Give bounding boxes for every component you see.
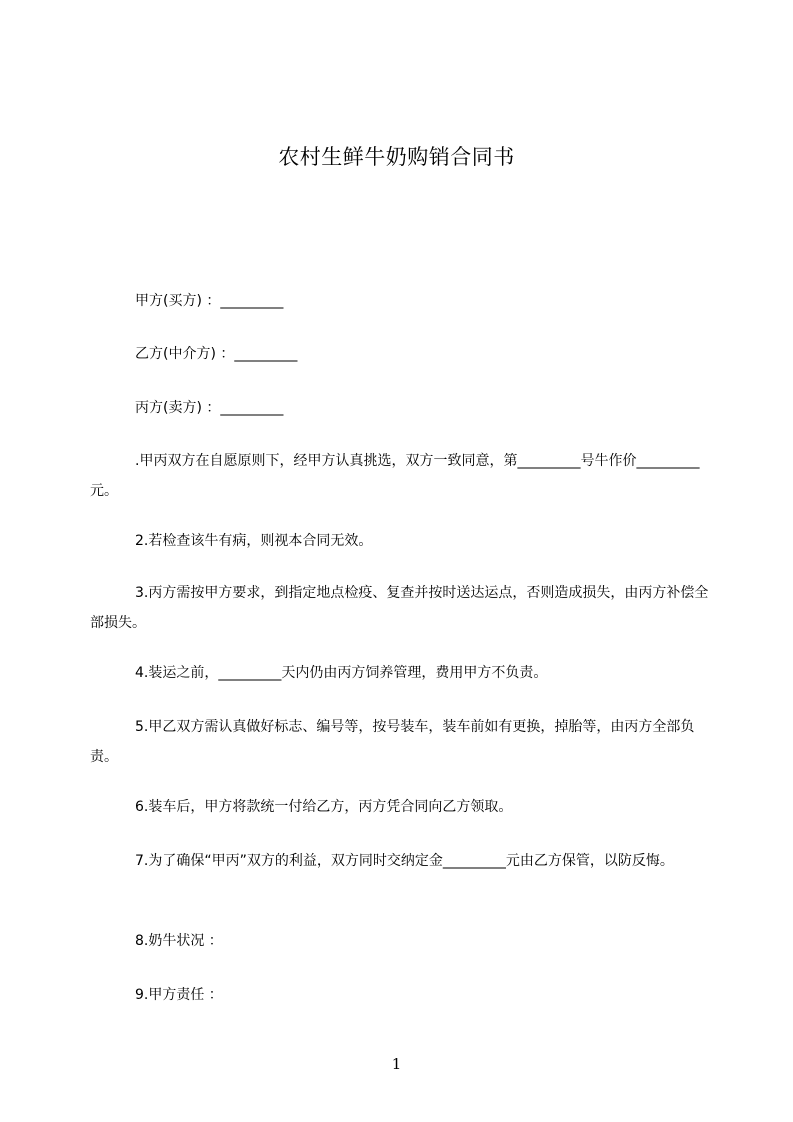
clause-7: 7.为了确保“甲丙”双方的利益，双方同时交纳定金_________元由乙方保管，以防反悔。 [135,853,674,869]
clause-8: 8.奶牛状况 ： [135,933,223,949]
clause-5: 5.甲乙双方需认真做好标志、编号等，按号装车，装车前如有更换，掉胎等，由丙方全部负责。 [90,719,695,765]
document-title: 农村生鲜牛奶购销合同书 [278,145,515,169]
party-buyer: 甲方(买方) ：_________ [135,293,284,309]
party-seller: 丙方(卖方) ：_________ [135,400,284,416]
clause-6: 6.装车后，甲方将款统一付给乙方，丙方凭合同向乙方领取。 [135,799,513,815]
clause-4: 4.装运之前，_________天内仍由丙方饲养管理，费用甲方不负责。 [135,665,548,681]
clause-1: .甲丙双方在自愿原则下，经甲方认真挑选，双方一致同意，第_________号牛作价_________元。 [90,453,700,499]
clause-9: 9.甲方责任 ： [135,987,223,1003]
party-intermediary: 乙方(中介方) ：_________ [135,346,298,362]
clause-3: 3.丙方需按甲方要求，到指定地点检疫、复查并按时送达运点，否则造成损失，由丙方补偿全部损失。 [90,585,709,631]
page-number: 1 [391,1055,402,1073]
clause-2: 2.若检查该牛有病，则视本合同无效。 [135,533,373,549]
